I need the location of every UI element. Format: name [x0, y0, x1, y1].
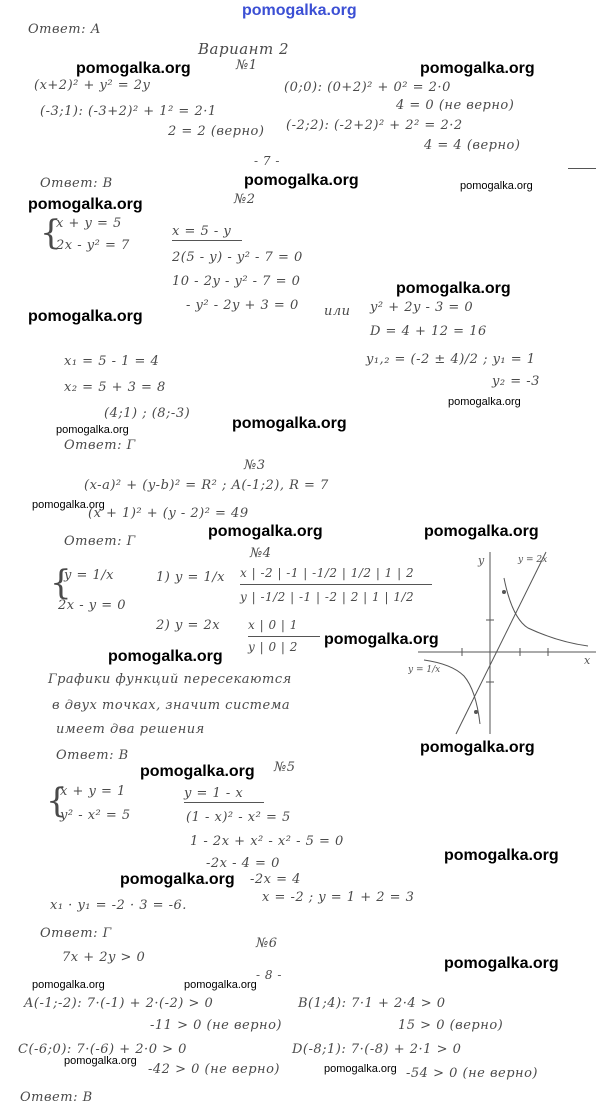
task-5-system-line-2: y² - x² = 5: [60, 808, 131, 823]
page-number: - 8 -: [256, 968, 282, 982]
intersection-point: [502, 590, 506, 594]
task-1-check-b: (0;0): (0+2)² + 0² = 2·0: [284, 80, 451, 95]
task-6-point-a-result: -11 > 0 (не верно): [150, 1018, 282, 1033]
watermark: pomogalka.org: [244, 172, 359, 189]
task-2-number: №2: [234, 192, 256, 207]
watermark: pomogalka.org: [28, 196, 143, 213]
watermark: pomogalka.org: [76, 60, 191, 77]
task-2-x1: x₁ = 5 - 1 = 4: [64, 354, 160, 369]
task-5-product: x₁ · y₁ = -2 · 3 = -6.: [50, 898, 187, 913]
intersection-point: [474, 710, 478, 714]
table-divider: [248, 636, 320, 637]
watermark: pomogalka.org: [420, 60, 535, 77]
variant-title: Вариант 2: [198, 40, 290, 58]
task-2-system-line-1: x + y = 5: [56, 216, 122, 231]
graph-axis-label-y: y: [478, 554, 485, 567]
task-3-answer: Ответ: Г: [64, 534, 136, 549]
task-1-answer: Ответ: В: [40, 176, 113, 191]
function-graph: [408, 548, 600, 738]
task-6-point-d-result: -54 > 0 (не верно): [406, 1066, 538, 1081]
watermark: pomogalka.org: [232, 415, 347, 432]
task-2-step-2: 2(5 - y) - y² - 7 = 0: [172, 250, 303, 265]
watermark: pomogalka.org: [64, 1055, 137, 1067]
task-2-alt-3: y₁,₂ = (-2 ± 4)/2 ; y₁ = 1: [366, 352, 536, 367]
watermark: pomogalka.org: [324, 1063, 397, 1075]
task-1-check-c-result: 4 = 4 (верно): [424, 138, 521, 153]
task-5-step-4: -2x - 4 = 0: [206, 856, 280, 871]
watermark: pomogalka.org: [56, 424, 129, 436]
task-4-text-2: в двух точках, значит система: [52, 698, 291, 713]
task-6-number: №6: [256, 936, 278, 951]
task-2-step-1: x = 5 - y: [172, 224, 232, 239]
task-2-alt-4: y₂ = -3: [492, 374, 540, 389]
watermark: pomogalka.org: [396, 280, 511, 297]
task-1-equation: (x+2)² + y² = 2y: [34, 78, 151, 93]
task-6-point-c-result: -42 > 0 (не верно): [148, 1062, 280, 1077]
task-2-alt-1: y² + 2y - 3 = 0: [370, 300, 474, 315]
task-2-x2: x₂ = 5 + 3 = 8: [64, 380, 166, 395]
task-4-f1-table-y: y | -1/2 | -1 | -2 | 2 | 1 | 1/2: [240, 590, 415, 604]
task-1-check-a: (-3;1): (-3+2)² + 1² = 2·1: [40, 104, 217, 119]
task-4-f1-table-x: x | -2 | -1 | -1/2 | 1/2 | 1 | 2: [240, 566, 415, 580]
watermark: pomogalka.org: [324, 631, 439, 648]
underline: [172, 240, 242, 241]
task-3-line-2: (x + 1)² + (y - 2)² = 49: [88, 506, 249, 521]
underline: [184, 802, 264, 803]
graph-line-label: y = 2x: [518, 555, 548, 565]
watermark: pomogalka.org: [444, 955, 559, 972]
watermark: pomogalka.org: [32, 979, 105, 991]
task-5-number: №5: [274, 760, 296, 775]
task-2-step-4: - y² - 2y + 3 = 0: [186, 298, 299, 313]
task-5-answer: Ответ: Г: [40, 926, 112, 941]
prev-answer: Ответ: А: [28, 22, 101, 37]
task-4-system-line-2: 2x - y = 0: [58, 598, 127, 613]
graph-axis-label-x: x: [584, 654, 591, 667]
watermark: pomogalka.org: [184, 979, 257, 991]
task-1-check-b-result: 4 = 0 (не верно): [396, 98, 515, 113]
watermark: pomogalka.org: [208, 523, 323, 540]
task-6-point-b: B(1;4): 7·1 + 2·4 > 0: [298, 996, 446, 1011]
task-2-answer: Ответ: Г: [64, 438, 136, 453]
task-6-point-c: C(-6;0): 7·(-6) + 2·0 > 0: [18, 1042, 187, 1057]
task-4-text-3: имеет два решения: [56, 722, 205, 737]
task-5-step-6: x = -2 ; y = 1 + 2 = 3: [262, 890, 415, 905]
watermark-top[interactable]: pomogalka.org: [242, 2, 357, 19]
task-3-number: №3: [244, 458, 266, 473]
task-6-inequality: 7x + 2y > 0: [62, 950, 146, 965]
task-2-system-line-2: 2x - y² = 7: [56, 238, 130, 253]
table-divider: [240, 584, 432, 585]
task-1-check-c: (-2;2): (-2+2)² + 2² = 2·2: [286, 118, 463, 133]
task-6-point-d: D(-8;1): 7·(-8) + 2·1 > 0: [292, 1042, 462, 1057]
system-brace: {: [50, 563, 72, 603]
graph-curve-label: y = 1/x: [408, 665, 441, 675]
watermark: pomogalka.org: [28, 308, 143, 325]
system-brace: {: [40, 213, 62, 253]
watermark: pomogalka.org: [448, 396, 521, 408]
task-2-or: или: [324, 304, 351, 319]
task-3-line-1: (x-a)² + (y-b)² = R² ; A(-1;2), R = 7: [84, 478, 329, 493]
task-2-step-3: 10 - 2y - y² - 7 = 0: [172, 274, 301, 289]
task-4-system-line-1: y = 1/x: [64, 568, 114, 583]
task-5-system-line-1: x + y = 1: [60, 784, 126, 799]
task-4-number: №4: [250, 546, 272, 561]
line-y-2x: [456, 552, 546, 734]
task-1-check-a-result: 2 = 2 (верно): [168, 124, 265, 139]
watermark: pomogalka.org: [32, 499, 105, 511]
watermark: pomogalka.org: [460, 180, 533, 192]
watermark: pomogalka.org: [444, 847, 559, 864]
task-1-number: №1: [236, 58, 258, 73]
watermark: pomogalka.org: [120, 871, 235, 888]
task-6-point-a: A(-1;-2): 7·(-1) + 2·(-2) > 0: [24, 996, 214, 1011]
edge-mark: [568, 168, 596, 169]
task-4-f1-label: 1) y = 1/x: [156, 570, 225, 585]
task-6-point-b-result: 15 > 0 (верно): [398, 1018, 504, 1033]
task-4-f2-table-y: y | 0 | 2: [248, 640, 298, 654]
task-4-text-1: Графики функций пересекаются: [48, 672, 292, 687]
system-brace: {: [46, 781, 68, 821]
watermark: pomogalka.org: [420, 739, 535, 756]
watermark: pomogalka.org: [108, 648, 223, 665]
task-5-step-3: 1 - 2x + x² - x² - 5 = 0: [190, 834, 344, 849]
task-4-answer: Ответ: В: [56, 748, 129, 763]
task-4-f2-table-x: x | 0 | 1: [248, 618, 298, 632]
task-4-f2-label: 2) y = 2x: [156, 618, 221, 633]
task-5-step-2: (1 - x)² - x² = 5: [186, 810, 291, 825]
watermark: pomogalka.org: [140, 763, 255, 780]
task-6-answer: Ответ: В: [20, 1090, 93, 1105]
task-5-step-1: y = 1 - x: [184, 786, 244, 801]
task-5-step-5: -2x = 4: [250, 872, 301, 887]
task-2-alt-2: D = 4 + 12 = 16: [370, 324, 487, 339]
page-number: - 7 -: [254, 154, 280, 168]
task-2-pairs: (4;1) ; (8;-3): [104, 406, 191, 421]
watermark: pomogalka.org: [424, 523, 539, 540]
